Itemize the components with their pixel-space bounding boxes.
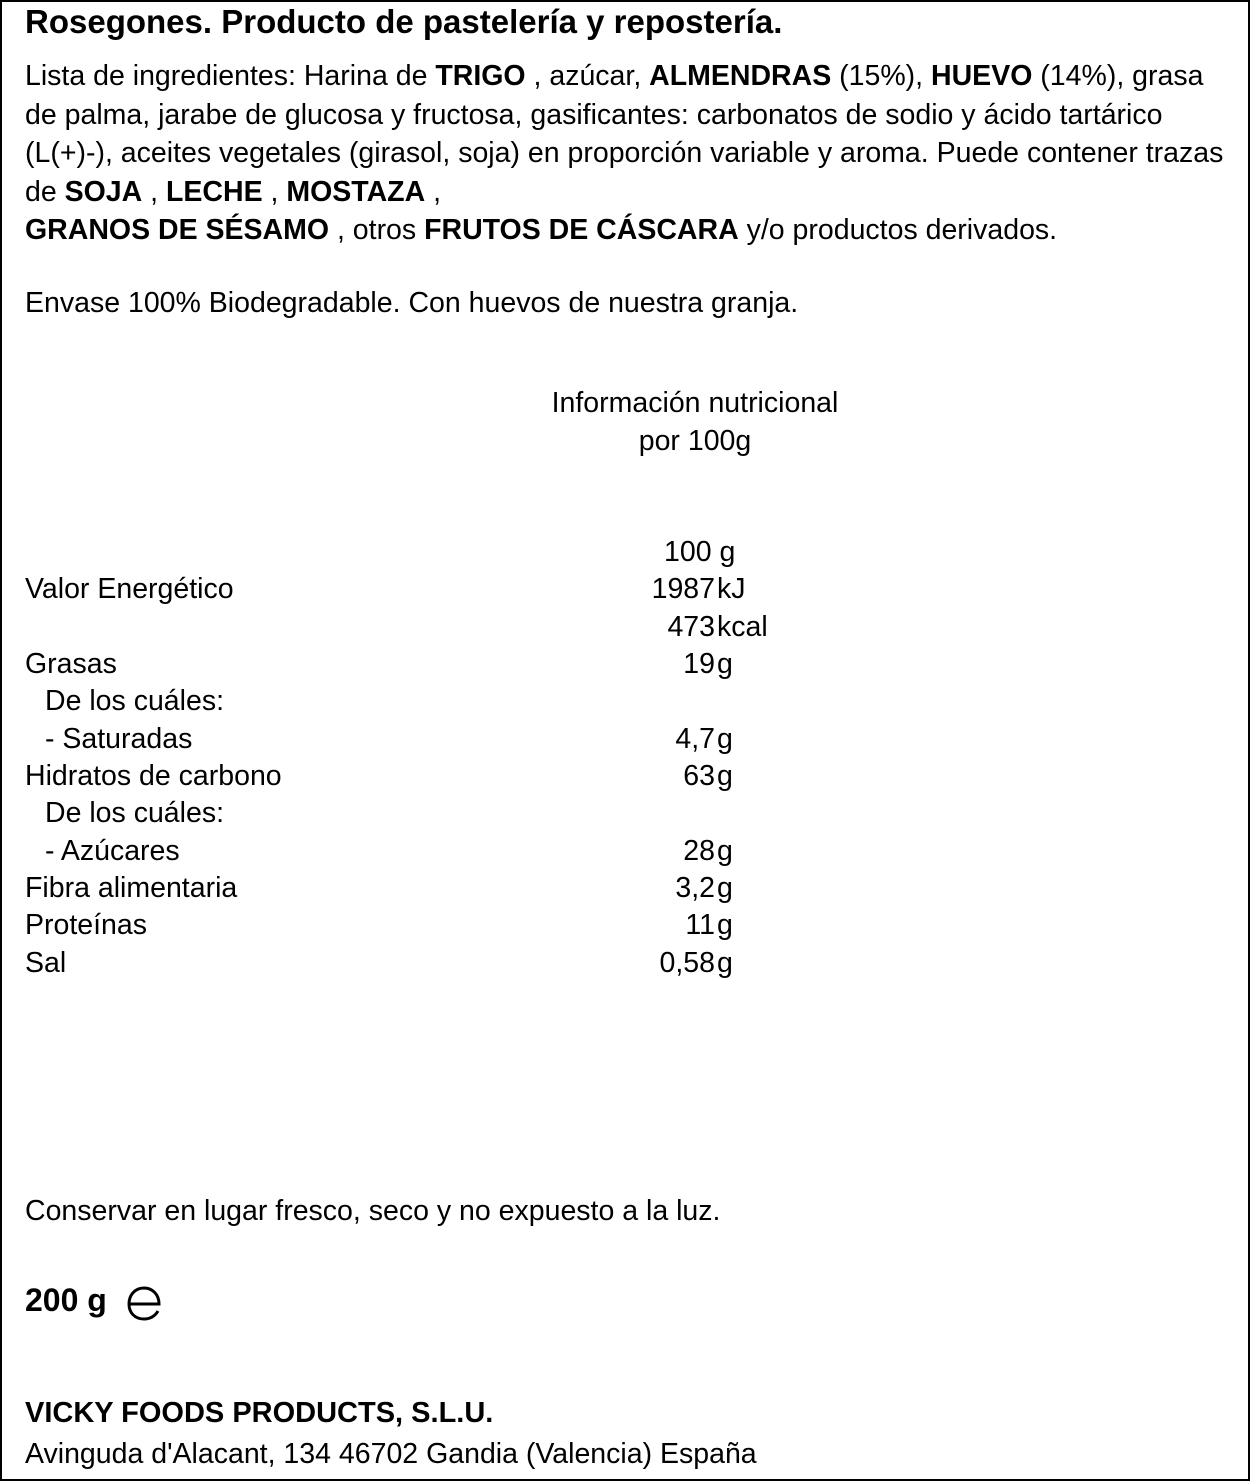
saturated-unit: g xyxy=(717,723,733,755)
allergen-soja: SOJA xyxy=(64,175,143,208)
energy-kj-value: 1987 xyxy=(651,573,715,605)
packaging-note: Envase 100% Biodegradable. Con huevos de nuestra granja. xyxy=(25,287,799,319)
of-which-label: De los cuáles: xyxy=(45,797,225,829)
energy-kcal-value: 473 xyxy=(667,611,715,643)
ingredients-text: , otros xyxy=(329,214,425,246)
allergen-frutos-cascara: FRUTOS DE CÁSCARA xyxy=(424,214,739,246)
ingredients-text: , xyxy=(262,175,287,208)
carbs-unit: g xyxy=(717,760,733,792)
company-name: VICKY FOODS PRODUCTS, S.L.U. xyxy=(25,1397,494,1429)
sugars-label: - Azúcares xyxy=(45,835,180,867)
allergen-mostaza: MOSTAZA xyxy=(286,175,426,208)
allergen-almendras: ALMENDRAS xyxy=(649,60,832,92)
nutrition-column-header: 100 g xyxy=(664,536,736,568)
ingredients-text: y/o productos derivados. xyxy=(738,214,1058,246)
nutrition-heading: Información nutricional xyxy=(551,387,839,419)
sugars-value: 28 xyxy=(683,835,715,867)
carbs-label: Hidratos de carbono xyxy=(25,760,282,792)
salt-label: Sal xyxy=(25,947,67,979)
salt-unit: g xyxy=(717,947,733,979)
ingredients-text: (15%), xyxy=(831,60,932,92)
fat-unit: g xyxy=(717,648,733,680)
energy-kj-unit: kJ xyxy=(717,573,746,605)
allergen-sesamo: GRANOS DE SÉSAMO xyxy=(25,214,330,246)
fat-value: 19 xyxy=(683,648,715,680)
fibre-label: Fibra alimentaria xyxy=(25,872,238,904)
protein-value: 11 xyxy=(685,909,715,941)
protein-label: Proteínas xyxy=(25,909,147,941)
of-which-label: De los cuáles: xyxy=(45,685,225,717)
saturated-value: 4,7 xyxy=(675,723,715,755)
allergen-huevo: HUEVO xyxy=(931,60,1033,92)
fibre-unit: g xyxy=(717,872,733,904)
company-address: Avinguda d'Alacant, 134 46702 Gandia (Valencia) España xyxy=(25,1438,757,1470)
energy-kcal-unit: kcal xyxy=(717,611,768,643)
ingredients-list xyxy=(25,57,1225,250)
energy-label: Valor Energético xyxy=(25,573,234,605)
allergen-trigo: TRIGO xyxy=(435,60,526,92)
fibre-value: 3,2 xyxy=(675,872,715,904)
ingredients-text: , xyxy=(142,175,167,208)
estimated-sign-e-icon xyxy=(125,1282,165,1322)
allergen-leche: LECHE xyxy=(166,175,263,208)
ingredients-label: Lista de ingredientes: Harina de xyxy=(25,60,436,92)
ingredients-text: , xyxy=(425,175,442,208)
ingredients-text: , azúcar, xyxy=(525,60,650,92)
nutrition-subheading: por 100g xyxy=(638,425,752,457)
saturated-label: - Saturadas xyxy=(45,723,193,755)
product-title: Rosegones. Producto de pastelería y repostería. xyxy=(25,3,783,40)
salt-value: 0,58 xyxy=(659,947,715,979)
ingredients-text: (14%), grasa de palma, jarabe de glucosa y fructosa, gasificantes: carbonatos de sodio y ácido tartárico (L(+)-), aceites vegetales (girasol, soja) en proporción variable y aroma. Puede contener trazas de xyxy=(25,60,1224,208)
sugars-unit: g xyxy=(717,835,733,867)
carbs-value: 63 xyxy=(683,760,715,792)
storage-instructions: Conservar en lugar fresco, seco y no expuesto a la luz. xyxy=(25,1195,721,1227)
fat-label: Grasas xyxy=(25,648,117,680)
net-weight: 200 g xyxy=(25,1282,107,1318)
protein-unit: g xyxy=(717,909,733,941)
